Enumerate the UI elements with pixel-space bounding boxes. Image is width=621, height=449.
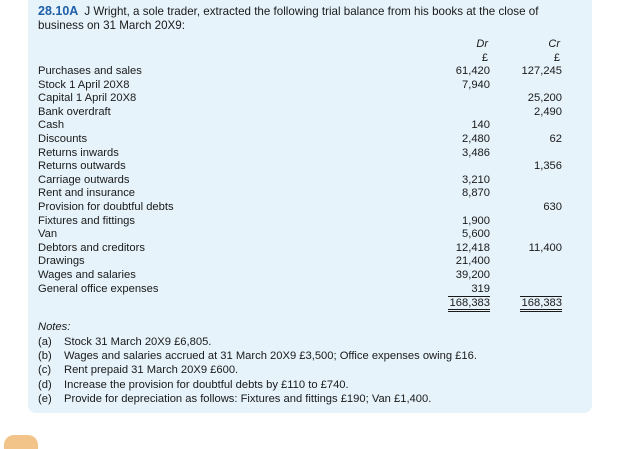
note-item — [38, 336, 211, 350]
note-item — [38, 350, 477, 364]
row-dr-value: 39,200 — [455, 269, 490, 281]
row-label: Drawings — [38, 255, 85, 268]
dr-column-header: Dr — [476, 38, 488, 50]
cr-total: 168,383 — [520, 296, 562, 312]
row-cr-value: 25,200 — [527, 92, 562, 105]
row-label: Debtors and creditors — [38, 241, 145, 254]
row-dr-value: 8,870 — [462, 187, 490, 200]
note-label: (e) — [38, 392, 52, 405]
row-label: Provision for doubtful debts — [38, 201, 174, 213]
row-label: General office expenses — [38, 282, 159, 295]
row-label: Van — [38, 228, 58, 241]
row-dr-value: 61,420 — [455, 65, 490, 77]
note-item — [38, 393, 431, 407]
note-text: Rent prepaid 31 March 20X9 £600. — [64, 364, 239, 377]
question-text: J Wright, a sole trader, extracted the following trial balance from his books at the close of business on 31 March 20X9: — [38, 5, 539, 32]
row-label: Carriage outwards — [38, 173, 130, 186]
note-label: (c) — [38, 364, 52, 377]
row-dr-value: 12,418 — [455, 241, 490, 254]
row-label: Returns outwards — [38, 160, 126, 173]
row-label: Bank overdraft — [38, 105, 111, 118]
note-text: Wages and salaries accrued at 31 March 20X9 £3,500; Office expenses owing £16. — [64, 350, 477, 363]
row-cr-value: 127,245 — [521, 65, 562, 77]
cr-column-header: Cr — [548, 38, 560, 50]
question-heading — [38, 5, 578, 32]
row-label: Returns inwards — [38, 146, 119, 159]
row-dr-value: 7,940 — [462, 78, 490, 91]
dr-total: 168,383 — [448, 296, 490, 312]
row-label: Purchases and sales — [38, 65, 142, 77]
row-dr-value: 1,900 — [462, 214, 490, 227]
row-dr-value: 2,480 — [462, 133, 490, 145]
row-label: Wages and salaries — [38, 269, 136, 281]
note-text: Stock 31 March 20X9 £6,805. — [64, 336, 212, 348]
row-label: Discounts — [38, 133, 88, 145]
row-dr-value: 140 — [471, 119, 490, 132]
cr-currency: £ — [553, 52, 560, 64]
question-number: 28.10A — [38, 4, 79, 18]
row-cr-value: 11,400 — [528, 241, 562, 254]
row-dr-value: 3,210 — [462, 173, 490, 186]
note-text: Provide for depreciation as follows: Fixtures and fittings £190; Van £1,400. — [64, 392, 432, 405]
note-label: (d) — [38, 378, 52, 391]
row-dr-value: 319 — [471, 282, 490, 295]
row-label: Fixtures and fittings — [38, 214, 136, 227]
row-label: Stock 1 April 20X8 — [38, 78, 130, 91]
note-label: (a) — [38, 336, 52, 348]
row-label: Rent and insurance — [38, 187, 136, 200]
row-cr-value: 1,356 — [534, 160, 562, 173]
page-number-tab — [4, 435, 38, 449]
dr-currency: £ — [481, 52, 488, 64]
row-cr-value: 630 — [543, 201, 562, 213]
row-label: Capital 1 April 20X8 — [38, 92, 137, 105]
note-text: Increase the provision for doubtful debts by £110 to £740. — [64, 378, 349, 391]
note-item — [38, 364, 238, 378]
note-label: (b) — [38, 350, 52, 363]
row-dr-value: 5,600 — [462, 228, 490, 241]
row-dr-value: 21,400 — [455, 255, 490, 268]
note-item — [38, 379, 349, 393]
row-cr-value: 2,490 — [534, 105, 562, 118]
row-dr-value: 3,486 — [462, 146, 490, 159]
row-cr-value: 62 — [549, 133, 562, 145]
row-label: Cash — [38, 119, 65, 132]
notes-title: Notes: — [38, 321, 71, 333]
